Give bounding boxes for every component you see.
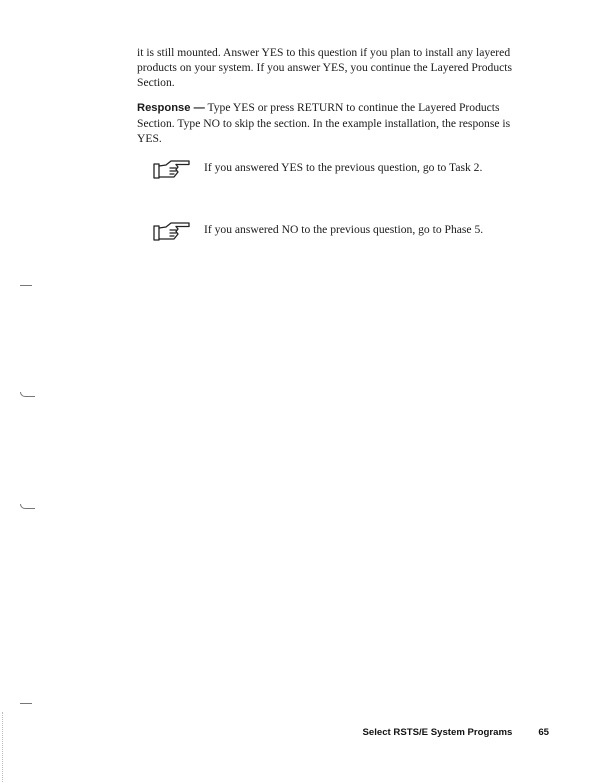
note-yes <box>152 160 542 180</box>
pointing-hand-icon <box>152 220 192 242</box>
scan-edge <box>2 712 3 782</box>
paragraph-mounted: it is still mounted. Answer YES to this question if you plan to install any layered products on your system. If you answer YES, you continue the Layered Products Section. <box>137 46 513 90</box>
note-no <box>152 222 542 242</box>
binding-mark <box>20 285 32 286</box>
paragraph-response <box>137 100 537 147</box>
page-footer <box>362 727 549 738</box>
response-text: Type YES or press RETURN to continue the Layered Products Section. Type NO to skip the section. In the example installation, the response is YES. <box>137 100 511 146</box>
page-number: 65 <box>538 727 549 738</box>
binding-mark <box>20 703 32 704</box>
note-yes-text: If you answered YES to the previous question, go to Task 2. <box>204 161 483 174</box>
binding-mark <box>20 504 35 509</box>
response-label: Response — <box>137 101 205 114</box>
pointing-hand-icon <box>152 158 192 180</box>
binding-mark <box>20 392 35 397</box>
note-no-text: If you answered NO to the previous question, go to Phase 5. <box>204 223 484 236</box>
footer-section-title: Select RSTS/E System Programs <box>362 727 513 738</box>
body-text <box>137 45 537 155</box>
